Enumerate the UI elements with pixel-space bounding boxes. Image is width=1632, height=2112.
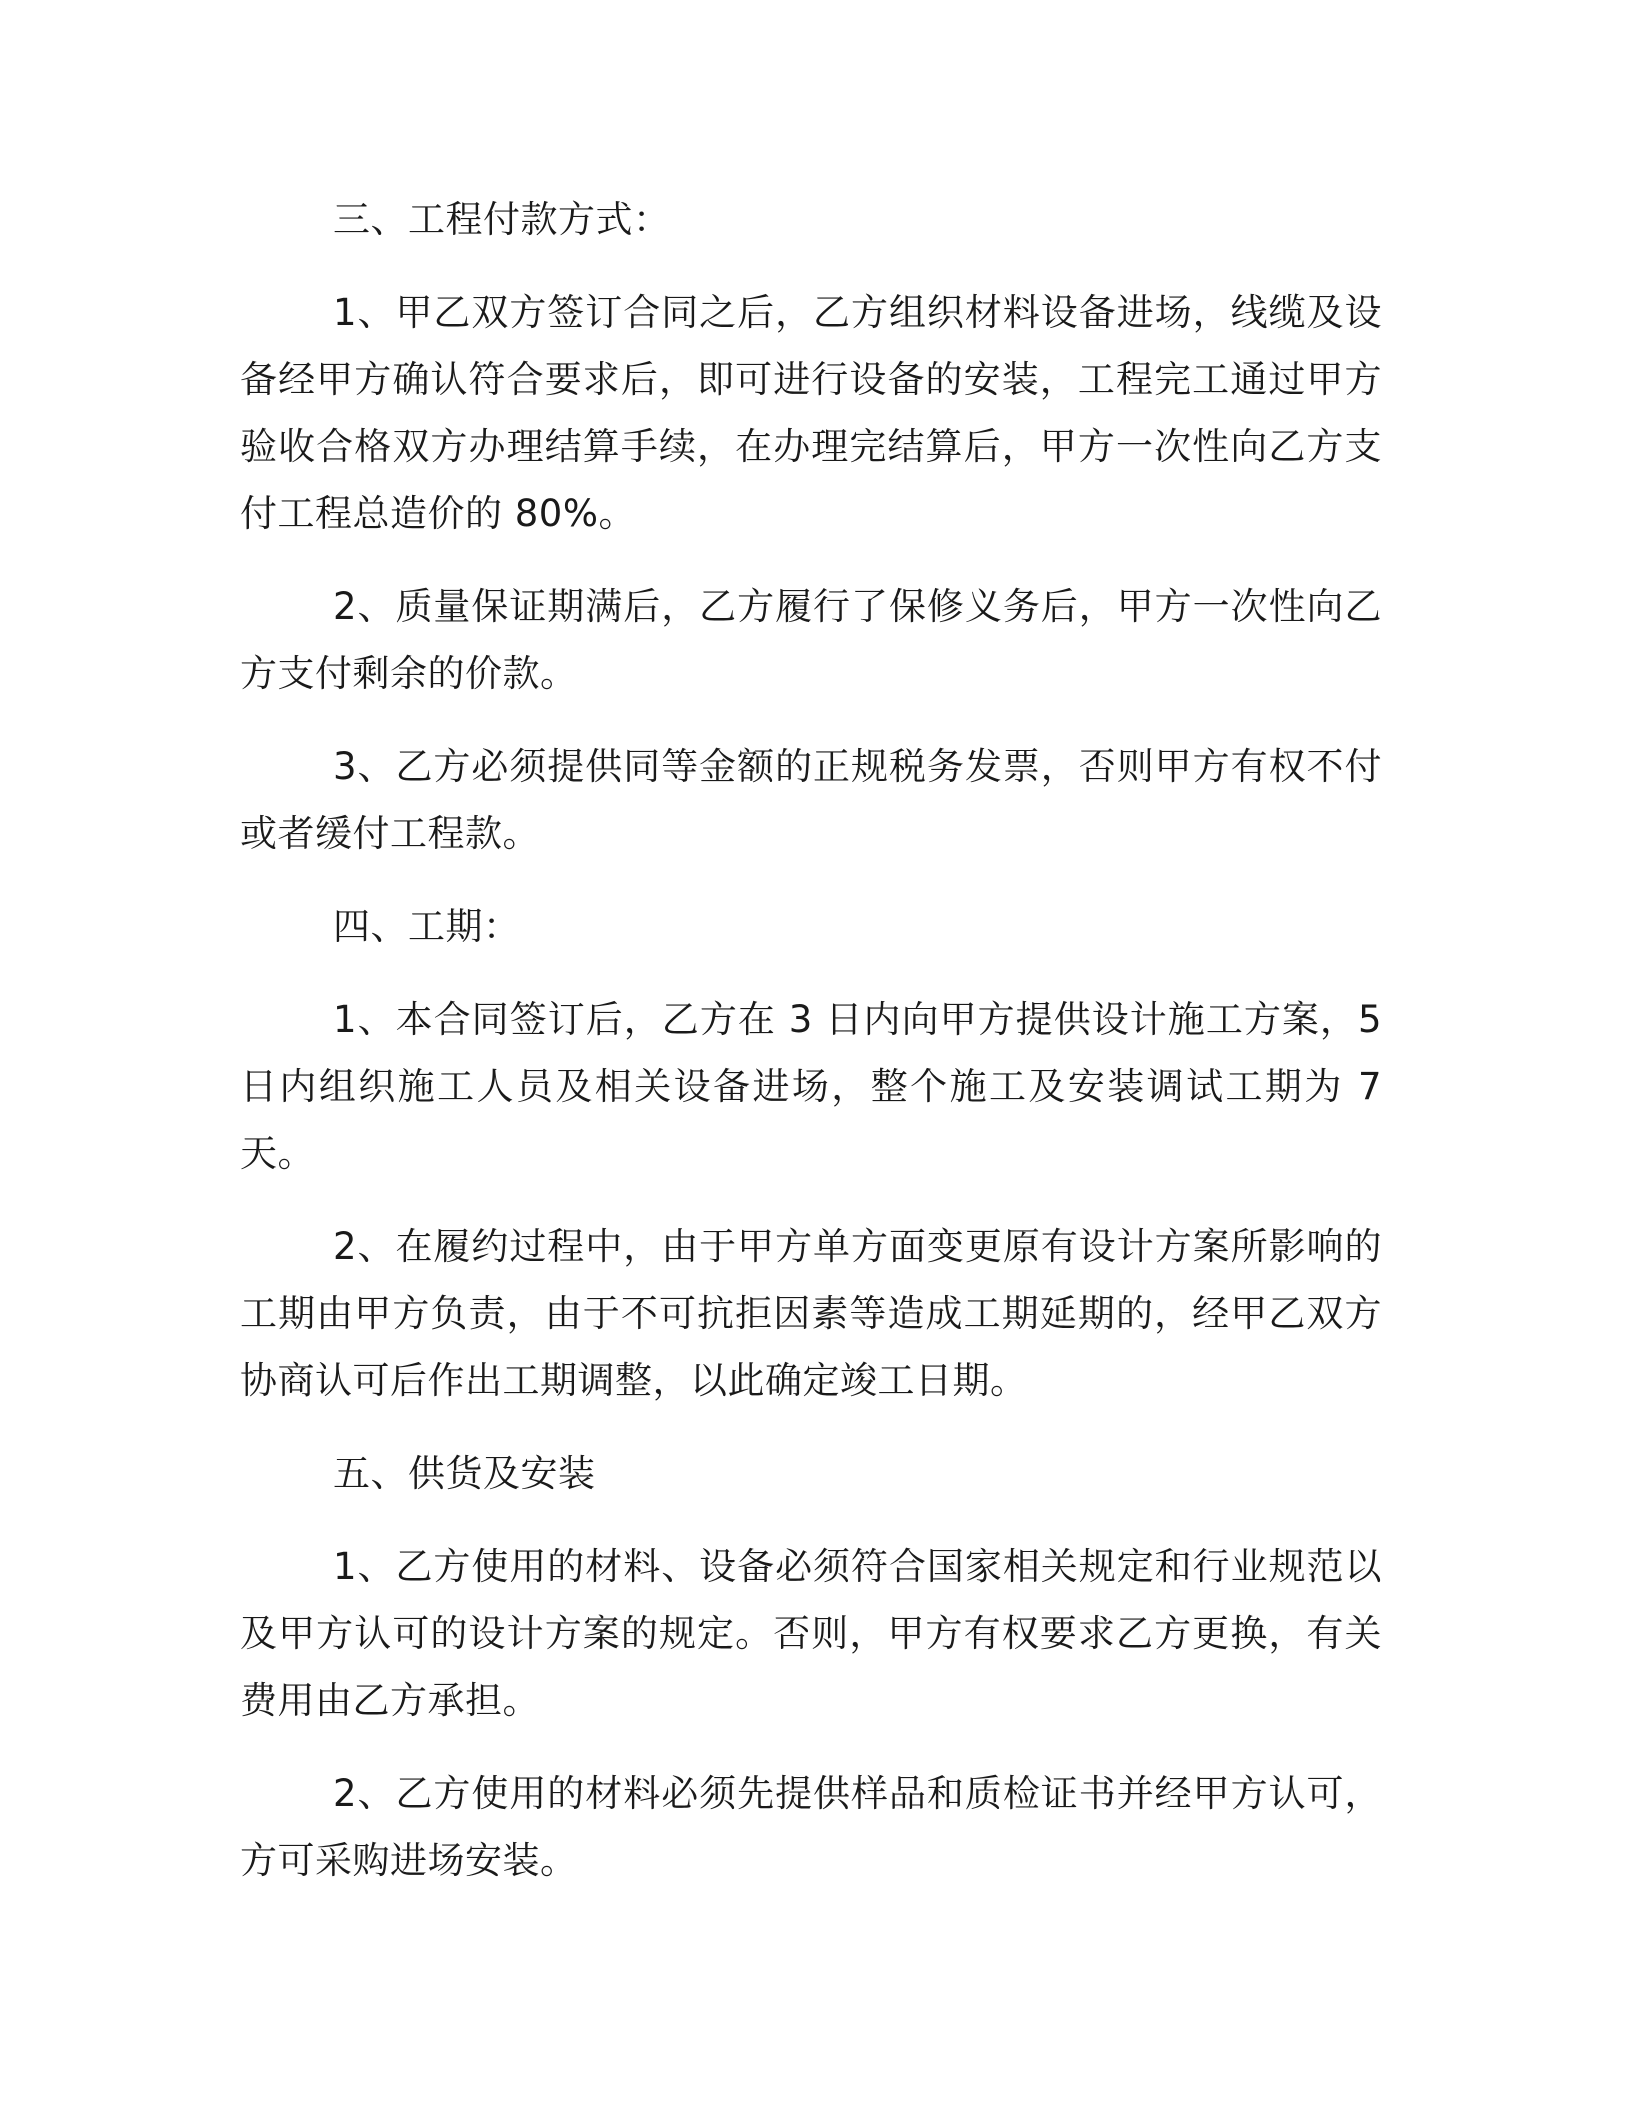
payment-clause-2: 2、质量保证期满后，乙方履行了保修义务后，甲方一次性向乙方支付剩余的价款。 [240, 585, 1382, 695]
payment-clause-3: 3、乙方必须提供同等金额的正规税务发票，否则甲方有权不付或者缓付工程款。 [240, 745, 1382, 855]
schedule-clause-1: 1、本合同签订后，乙方在 3 日内向甲方提供设计施工方案，5 日内组织施工人员及相关设备进场，整个施工及安装调试工期为 7 天。 [240, 998, 1382, 1175]
document-body [240, 186, 1382, 1894]
payment-clause-1: 1、甲乙双方签订合同之后，乙方组织材料设备进场，线缆及设备经甲方确认符合要求后，即可进行设备的安装，工程完工通过甲方验收合格双方办理结算手续，在办理完结算后，甲方一次性向乙方支付工程总造价的 80%。 [240, 291, 1382, 535]
section-heading-payment: 三、工程付款方式： [333, 198, 671, 241]
section-heading-schedule: 四、工期： [333, 905, 521, 948]
schedule-clause-2: 2、在履约过程中，由于甲方单方面变更原有设计方案所影响的工期由甲方负责，由于不可抗拒因素等造成工期延期的，经甲乙双方协商认可后作出工期调整，以此确定竣工日期。 [240, 1225, 1382, 1402]
supply-clause-1: 1、乙方使用的材料、设备必须符合国家相关规定和行业规范以及甲方认可的设计方案的规定。否则，甲方有权要求乙方更换，有关费用由乙方承担。 [240, 1545, 1382, 1722]
section-heading-supply: 五、供货及安装 [333, 1452, 596, 1495]
supply-clause-2: 2、乙方使用的材料必须先提供样品和质检证书并经甲方认可，方可采购进场安装。 [240, 1772, 1382, 1882]
